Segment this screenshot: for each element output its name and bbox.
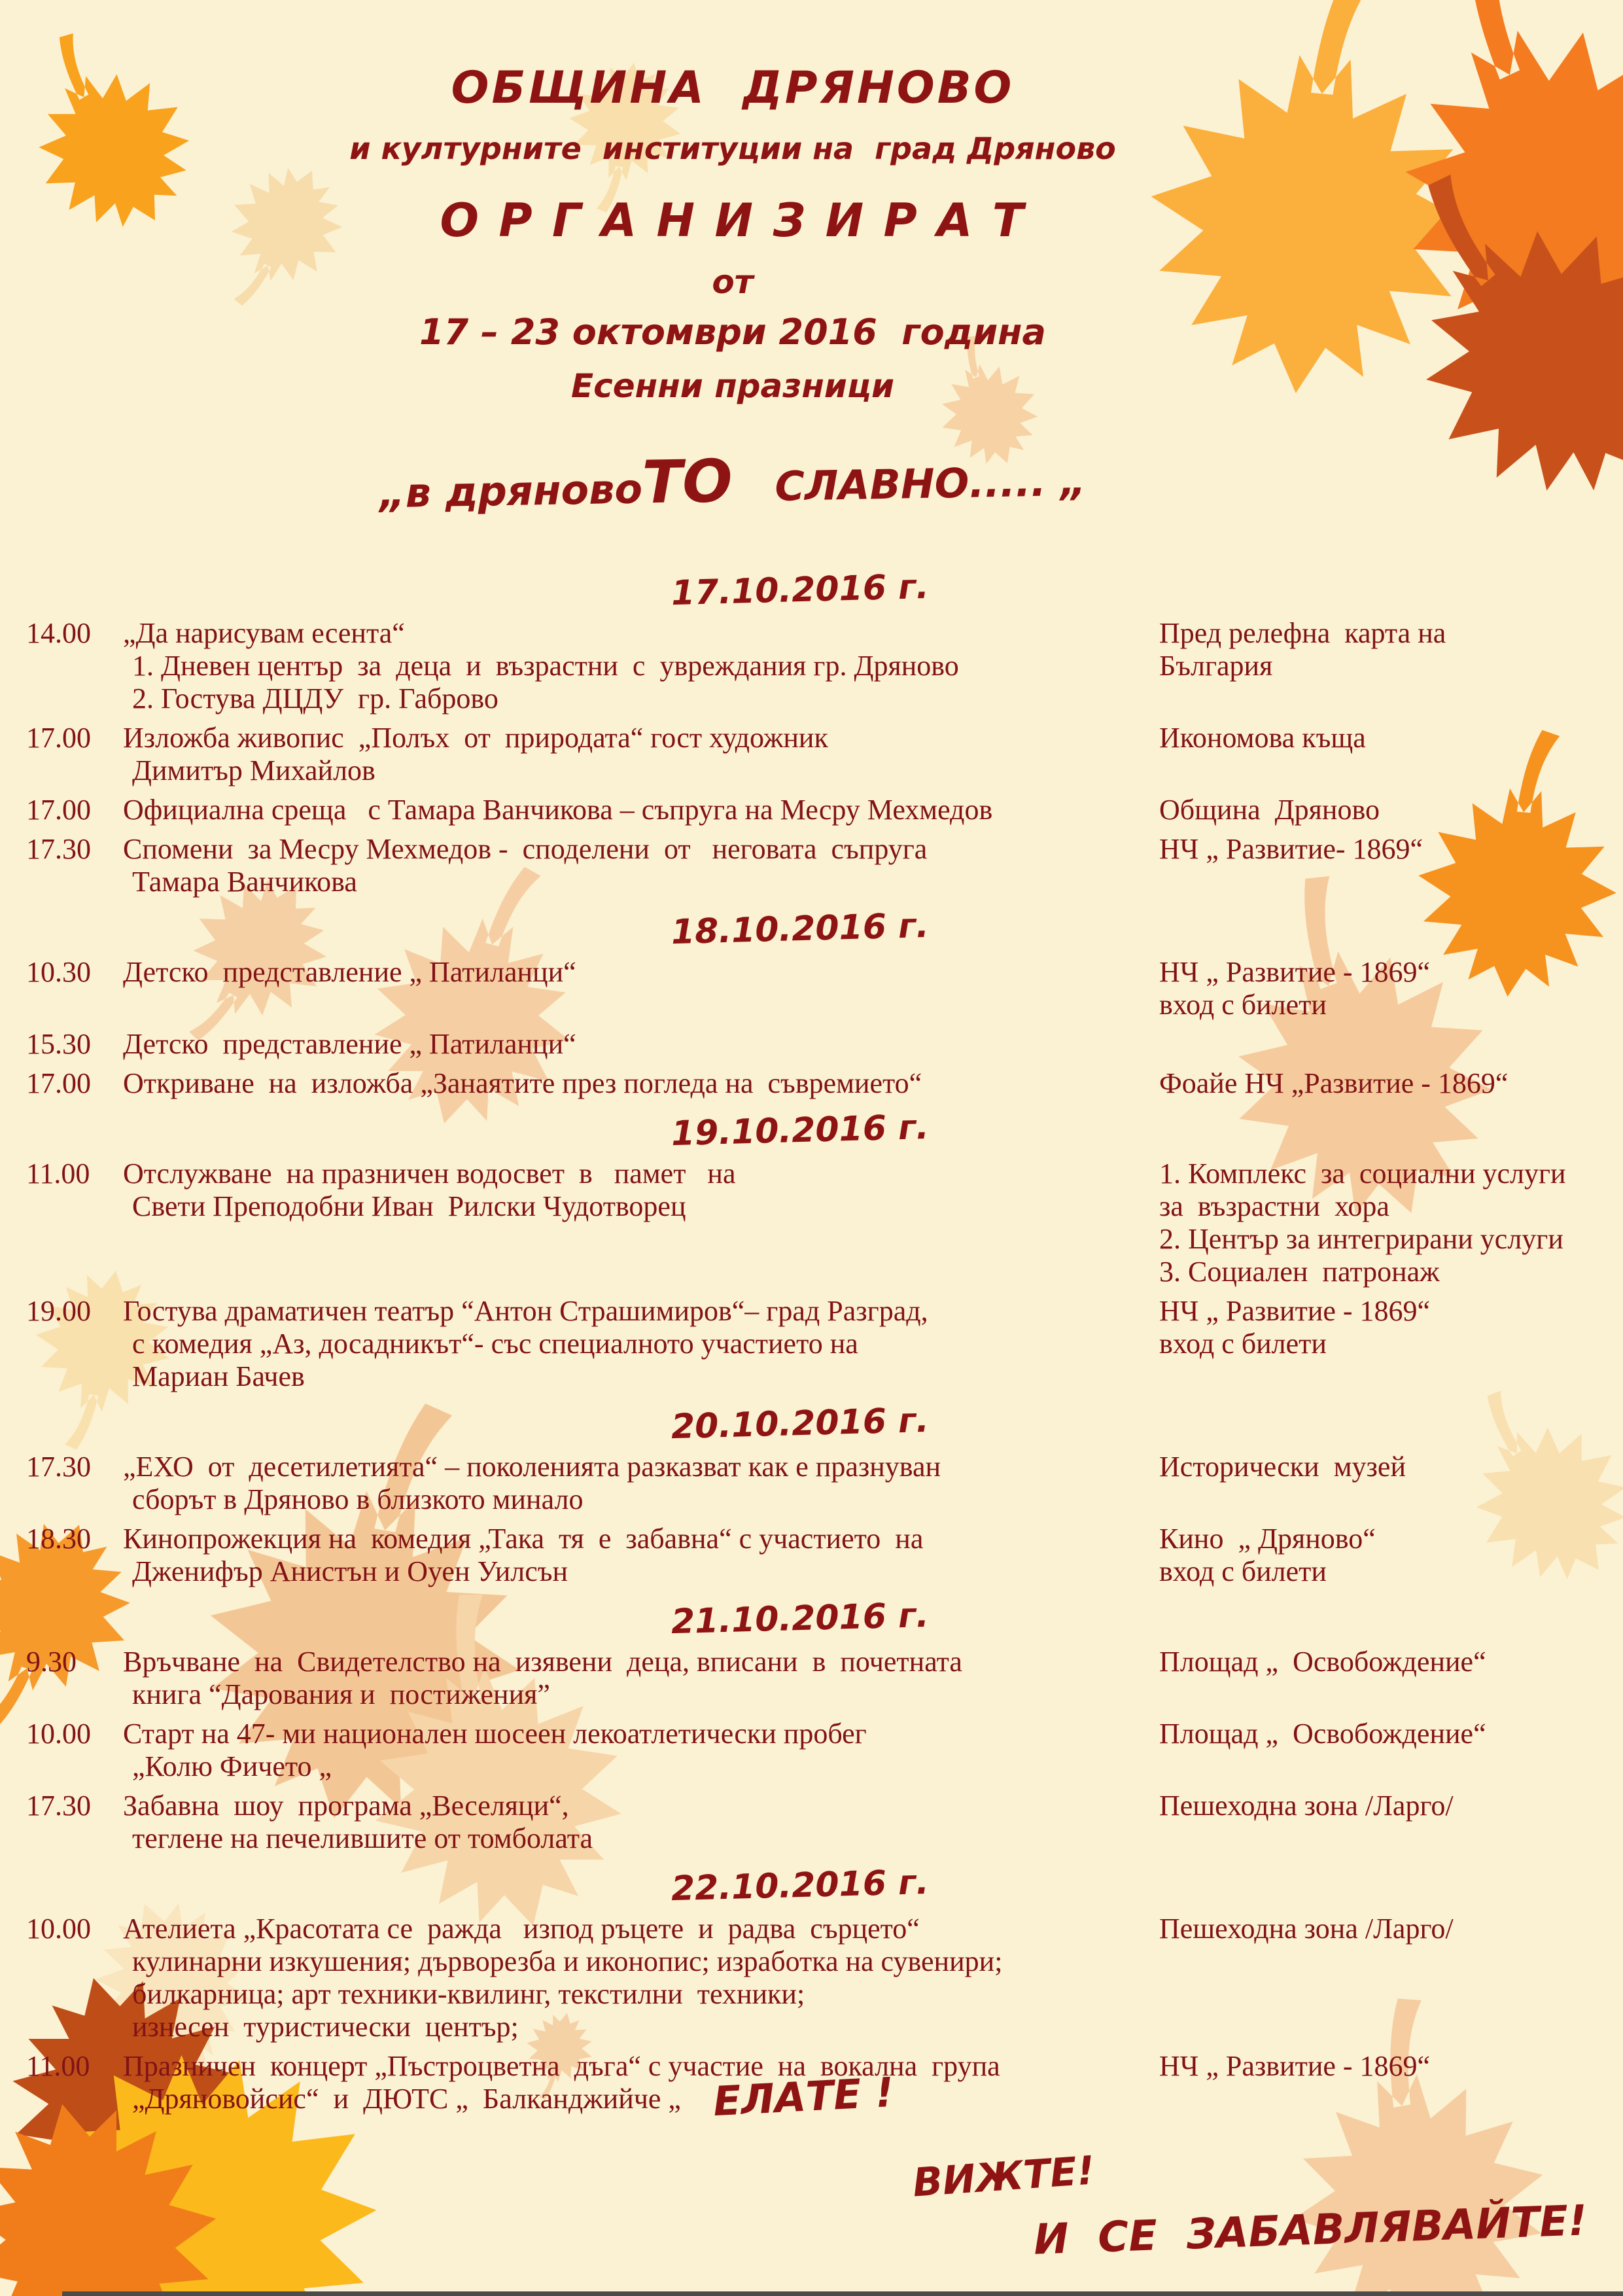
footer-see-text: ВИЖТЕ! <box>911 2147 1096 2206</box>
event-location <box>1142 2050 1603 2083</box>
event-description <box>123 722 1142 787</box>
event-text-line: Мариан Бачев <box>132 1360 305 1392</box>
location-line: Площад „ Освобождение“ <box>1159 1718 1486 1750</box>
event-time: 17.00 <box>26 722 91 754</box>
location-line: НЧ „ Развитие - 1869“ <box>1159 1295 1431 1327</box>
footer-enjoy-text: И СЕ ЗАБАВЛЯВАЙТЕ! <box>1032 2197 1588 2265</box>
from-label: от <box>712 263 754 301</box>
event-text-line: Димитър Михайлов <box>132 754 375 786</box>
event-location <box>1142 1523 1603 1588</box>
event-location <box>1142 1451 1603 1483</box>
event-row <box>26 1790 1603 1855</box>
day-date-header: 20.10.2016 г. <box>671 1400 930 1447</box>
event-description <box>123 1913 1142 2043</box>
location-line: НЧ „ Развитие - 1869“ <box>1159 2050 1431 2082</box>
event-text-line: Гостува драматичен театър “Антон Страшимиров“– град Разград, <box>123 1295 928 1327</box>
organizer-title: ОБЩИНА ДРЯНОВО <box>451 62 1015 114</box>
event-time: 17.30 <box>26 1451 91 1483</box>
day-date-header: 17.10.2016 г. <box>671 567 930 614</box>
location-line: Община Дряново <box>1159 794 1380 826</box>
event-text-line: Забавна шоу програма „Веселяци“, <box>123 1790 569 1822</box>
location-line: за възрастни хора <box>1159 1190 1389 1222</box>
event-description <box>123 1067 1142 1100</box>
location-line: 3. Социален патронаж <box>1159 1256 1440 1288</box>
day-date-header: 19.10.2016 г. <box>671 1107 930 1154</box>
event-text-line: Изложба живопис „Полъх от природата“ гост художник <box>123 722 828 754</box>
event-text-line: Официална среща с Тамара Ванчикова – съпруга на Месру Мехмедов <box>123 794 993 826</box>
event-text-line: сборът в Дряново в близкото минало <box>132 1483 584 1515</box>
event-text-line: Дженифър Анистън и Оуен Уилсън <box>132 1555 568 1587</box>
event-text-line: Откриване на изложба „Занаятите през погледа на съвремието“ <box>123 1067 922 1099</box>
day-date-header: 22.10.2016 г. <box>671 1862 930 1909</box>
event-description <box>123 1451 1142 1516</box>
event-description <box>123 617 1142 715</box>
location-line: България <box>1159 650 1273 682</box>
event-row <box>26 1451 1603 1516</box>
event-text-line: „ЕХО от десетилетията“ – поколенията разказват как е празнуван <box>123 1451 941 1483</box>
event-time: 11.00 <box>26 1157 90 1190</box>
event-description <box>123 794 1142 826</box>
event-text-line: 2. Гостува ДЦДУ гр. Габрово <box>132 682 498 715</box>
location-line: Площад „ Освобождение“ <box>1159 1646 1486 1678</box>
event-row <box>26 794 1603 826</box>
event-location <box>1142 1067 1603 1100</box>
event-text-line: Отслужване на празничен водосвет в памет на <box>123 1157 736 1190</box>
location-line: НЧ „ Развитие - 1869“ <box>1159 956 1431 988</box>
event-description <box>123 1718 1142 1783</box>
location-line: вход с билети <box>1159 1555 1327 1587</box>
event-location <box>1142 1295 1603 1360</box>
slogan-close-quote: „ <box>1045 457 1087 506</box>
event-location <box>1142 956 1603 1021</box>
slogan-emphasis: ТО <box>641 447 733 518</box>
location-line: Пешеходна зона /Ларго/ <box>1159 1790 1454 1822</box>
date-range: 17 – 23 октомври 2016 година <box>419 311 1046 353</box>
event-description <box>123 1646 1142 1711</box>
event-text-line: книга “Дарования и постижения” <box>132 1678 550 1710</box>
location-line: Икономова къща <box>1159 722 1366 754</box>
event-row <box>26 1295 1603 1393</box>
location-line: Пред релефна карта на <box>1159 617 1446 649</box>
event-text-line: Ателиета „Красотата се ражда изпод ръцете и радва сърцето“ <box>123 1913 920 1945</box>
event-time: 11.00 <box>26 2050 90 2082</box>
event-row <box>26 1157 1603 1288</box>
event-time: 9.30 <box>26 1646 77 1678</box>
event-text-line: теглене на печелившите от томболата <box>132 1822 593 1854</box>
event-time: 10.00 <box>26 1913 91 1945</box>
event-row <box>26 833 1603 898</box>
event-text-line: изнесен туристически център; <box>132 2011 519 2043</box>
event-text-line: „Колю Фичето „ <box>132 1750 332 1782</box>
event-location <box>1142 722 1603 754</box>
slogan-open-quote: „ <box>379 468 406 518</box>
event-text-line: кулинарни изкушения; дърворезба и иконопис; изработка на сувенири; <box>132 1945 1003 1977</box>
event-row <box>26 617 1603 715</box>
location-line: 1. Комплекс за социални услуги <box>1159 1157 1566 1190</box>
event-row <box>26 1913 1603 2043</box>
event-text-line: Старт на 47- ми национален шосеен лекоатлетически пробег <box>123 1718 867 1750</box>
event-text-line: Свети Преподобни Иван Рилски Чудотворец <box>132 1190 686 1222</box>
location-line: Исторически музей <box>1159 1451 1406 1483</box>
event-text-line: Детско представление „ Патиланци“ <box>123 956 576 988</box>
event-description <box>123 1523 1142 1588</box>
slogan <box>0 434 1466 528</box>
bottom-scan-line <box>62 2291 1623 2296</box>
location-line: вход с билети <box>1159 1328 1327 1360</box>
event-row <box>26 956 1603 1021</box>
poster-header <box>0 62 1465 516</box>
event-text-line: „Да нарисувам есента“ <box>123 617 405 649</box>
event-text-line: 1. Дневен център за деца и възрастни с увреждания гр. Дряново <box>132 650 959 682</box>
event-location <box>1142 1646 1603 1678</box>
day-date-header: 18.10.2016 г. <box>671 906 930 953</box>
event-text-line: Връчване на Свидетелство на изявени деца, вписани в почетната <box>123 1646 962 1678</box>
footer-come-text: ЕЛАТЕ ! <box>712 2068 896 2126</box>
event-location <box>1142 1913 1603 1945</box>
location-line: Пешеходна зона /Ларго/ <box>1159 1913 1454 1945</box>
location-line: Кино „ Дряново“ <box>1159 1523 1376 1555</box>
event-time: 19.00 <box>26 1295 91 1327</box>
location-line: 2. Център за интегрирани услуги <box>1159 1223 1563 1255</box>
event-description <box>123 1790 1142 1855</box>
event-location <box>1142 833 1603 866</box>
event-text-line: Кинопрожекция на комедия „Така тя е забавна“ с участието на <box>123 1523 924 1555</box>
season-title: Есенни празници <box>570 367 895 405</box>
event-text-line: Празничен концерт „Пъстроцветна дъга“ с участие на вокална група <box>123 2050 1000 2082</box>
event-time: 17.30 <box>26 833 91 865</box>
slogan-suffix: СЛАВНО..... <box>732 457 1047 511</box>
day-date-header: 21.10.2016 г. <box>671 1595 930 1642</box>
event-time: 17.00 <box>26 794 91 826</box>
event-text-line: „Дряновойсис“ и ДЮТС „ Балканджийче „ <box>132 2083 681 2115</box>
event-description <box>123 1157 1142 1223</box>
event-row <box>26 1646 1603 1711</box>
event-time: 10.30 <box>26 956 91 988</box>
event-text-line: Спомени за Месру Мехмедов - споделени от неговата съпруга <box>123 833 928 865</box>
program-schedule <box>26 559 1603 2115</box>
event-description <box>123 2050 1142 2115</box>
event-time: 10.00 <box>26 1718 91 1750</box>
event-location <box>1142 617 1603 682</box>
event-time: 17.30 <box>26 1790 91 1822</box>
event-description <box>123 1028 1142 1061</box>
event-text-line: Детско представление „ Патиланци“ <box>123 1028 576 1060</box>
event-location <box>1142 1790 1603 1822</box>
event-location <box>1142 1718 1603 1750</box>
location-line: НЧ „ Развитие- 1869“ <box>1159 833 1423 865</box>
event-row <box>26 1028 1603 1061</box>
event-time: 17.00 <box>26 1067 91 1099</box>
organize-heading: О Р Г А Н И З И Р А Т <box>440 194 1026 247</box>
event-row <box>26 1523 1603 1588</box>
event-time: 15.30 <box>26 1028 91 1060</box>
organizer-subtitle: и културните институции на град Дряново <box>349 131 1116 166</box>
event-text-line: Тамара Ванчикова <box>132 866 357 898</box>
event-row <box>26 1718 1603 1783</box>
location-line: вход с билети <box>1159 989 1327 1021</box>
location-line: Фоайе НЧ „Развитие - 1869“ <box>1159 1067 1509 1099</box>
event-location <box>1142 794 1603 826</box>
event-time: 14.00 <box>26 617 91 649</box>
event-time: 18.30 <box>26 1523 91 1555</box>
event-location <box>1142 1157 1603 1288</box>
event-description <box>123 1295 1142 1393</box>
event-row <box>26 722 1603 787</box>
event-row <box>26 1067 1603 1100</box>
event-text-line: с комедия „Аз, досадникът“- със специалното участието на <box>132 1328 858 1360</box>
event-description <box>123 833 1142 898</box>
event-text-line: билкарница; арт техники-квилинг, текстилни техники; <box>132 1978 805 2010</box>
slogan-prefix: в дряново <box>405 465 643 517</box>
